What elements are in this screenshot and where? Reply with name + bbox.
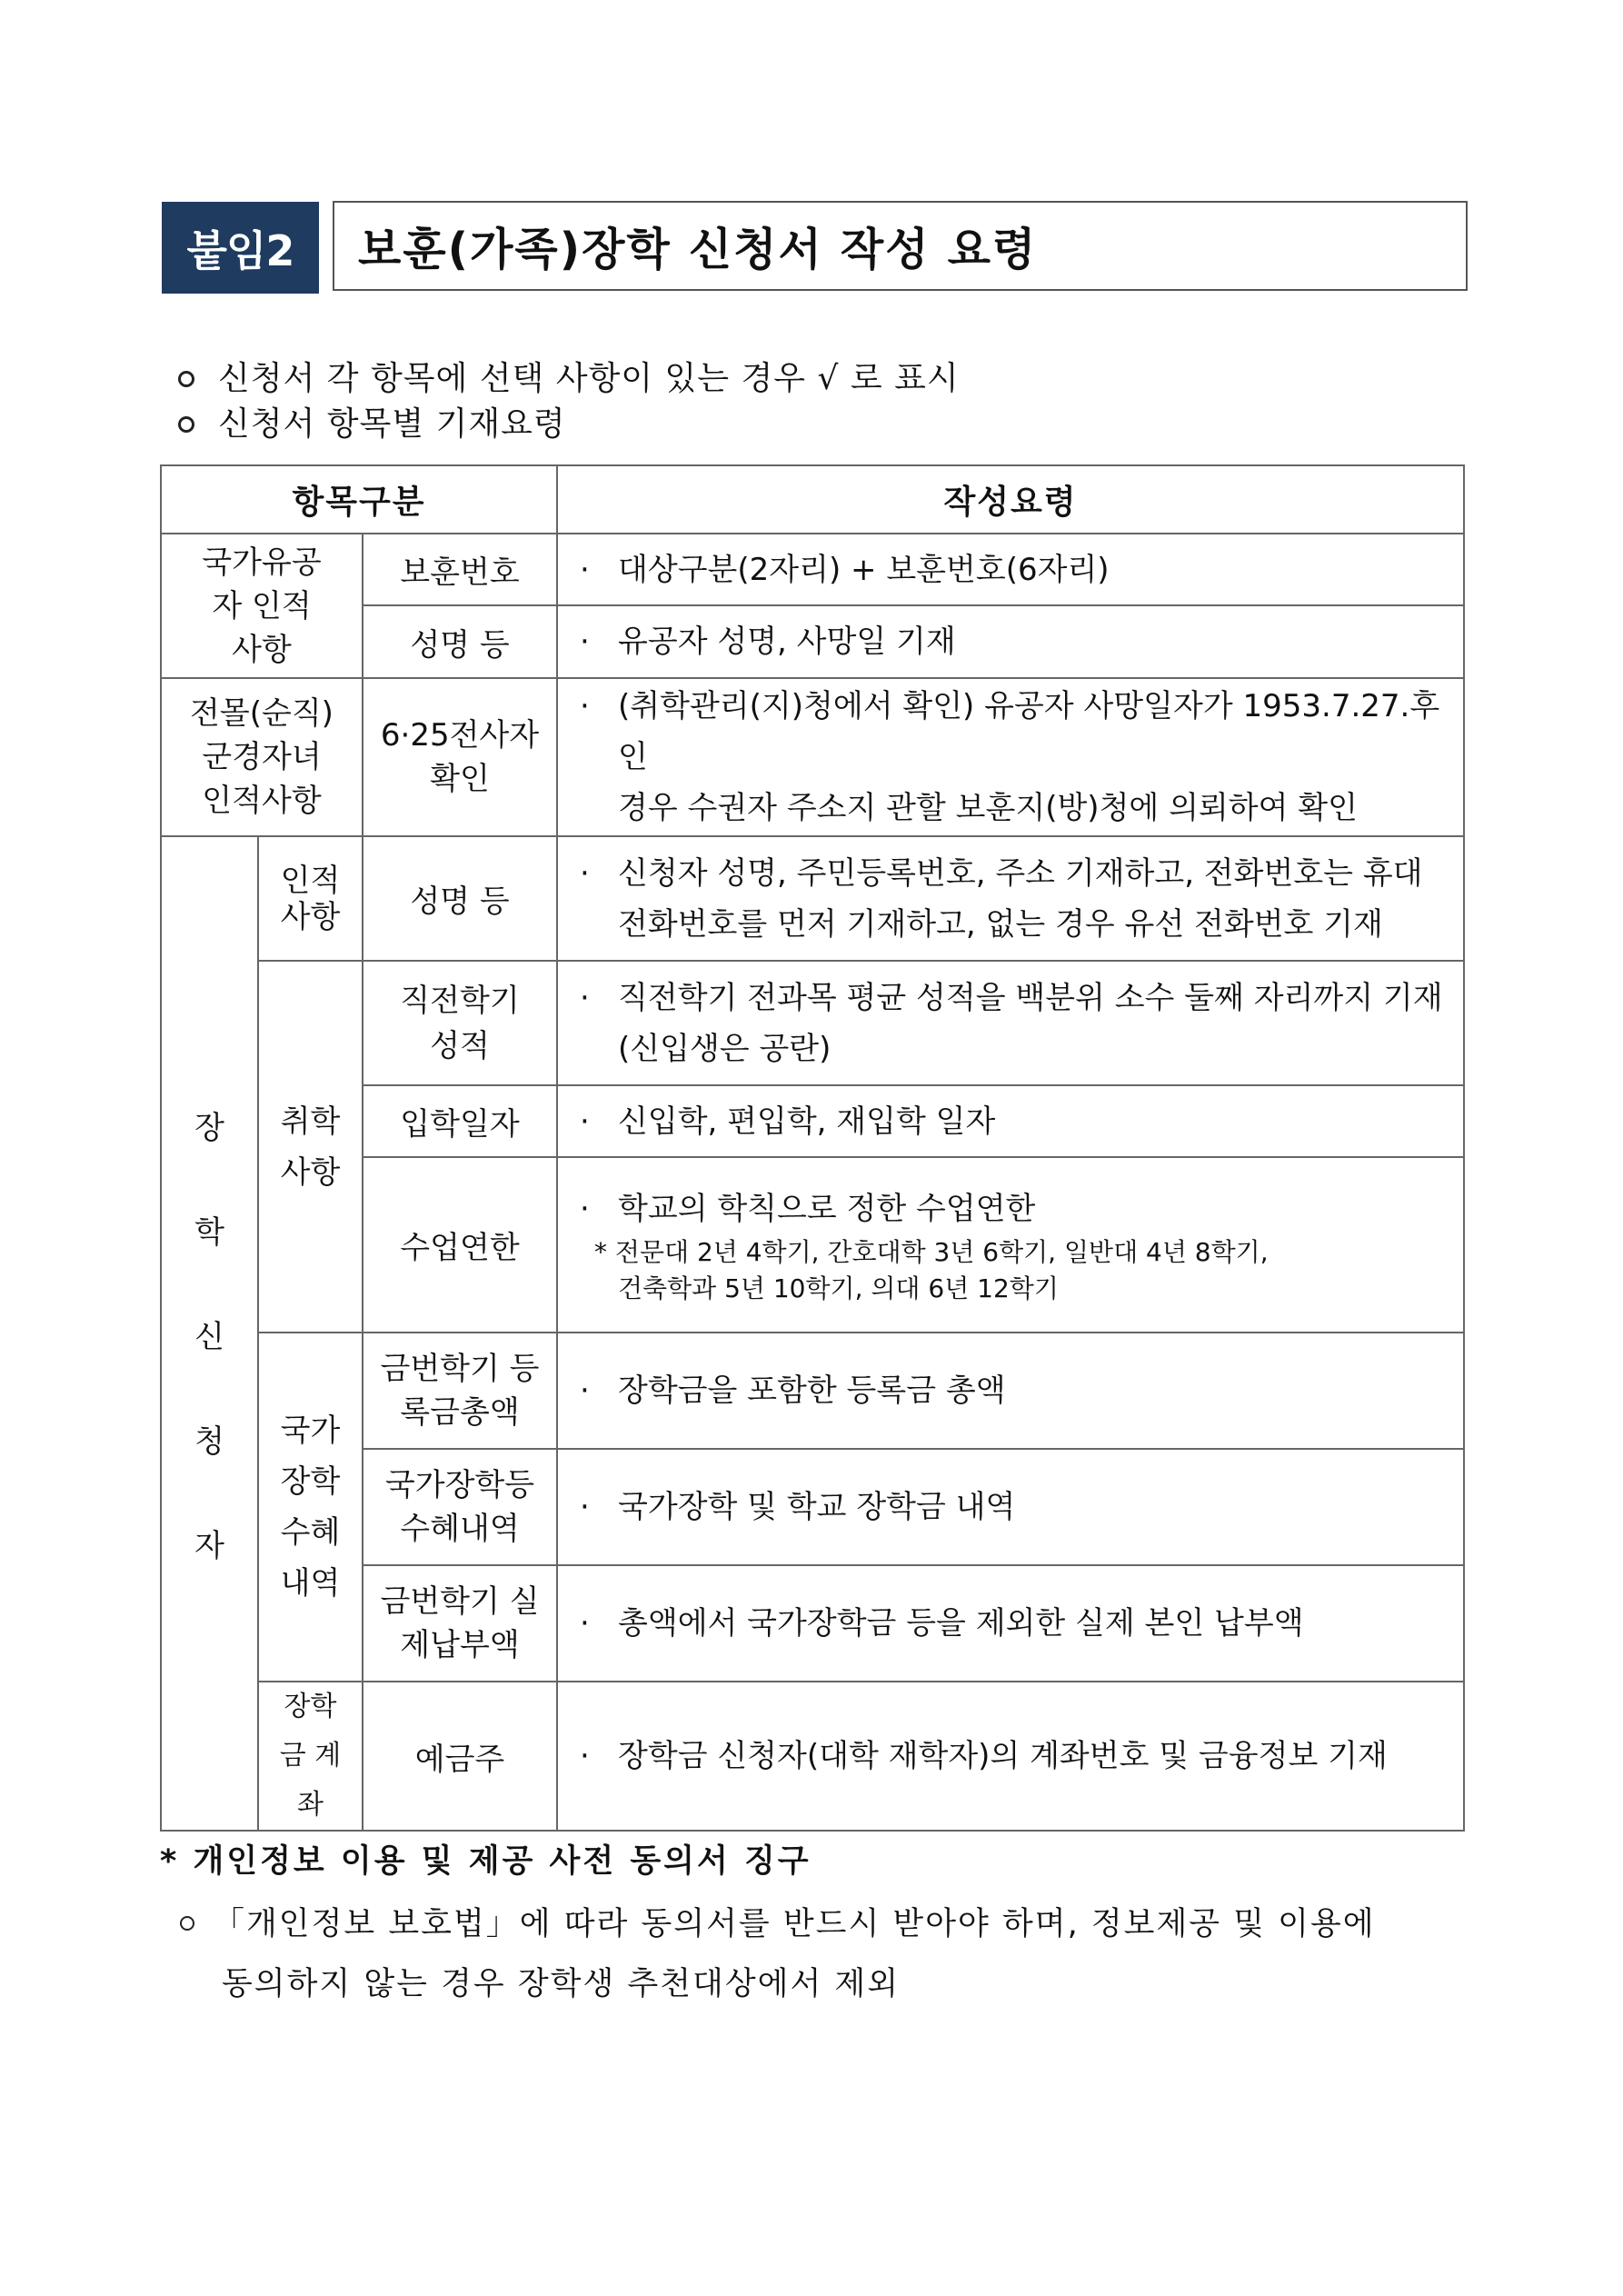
group-veteran-info: 국가유공자 인적사항 — [161, 534, 363, 678]
item-cell: 보훈번호 — [363, 534, 557, 605]
document-title-text: 보훈(가족)장학 신청서 작성 요령 — [358, 223, 1038, 275]
table-row — [161, 1682, 1464, 1831]
item-cell: 금번학기 등록금총액 — [363, 1333, 557, 1449]
table-row — [161, 836, 1464, 961]
guide-cell: · 장학금을 포함한 등록금 총액 — [557, 1333, 1464, 1449]
group-applicant: 장 학 신 청 자 — [161, 836, 258, 1831]
sub-academic: 취학 사항 — [258, 961, 363, 1333]
consent-title: * 개인정보 이용 및 제공 사전 동의서 징구 — [160, 1843, 812, 1880]
table-row — [161, 961, 1464, 1085]
guide-cell: · 장학금 신청자(대학 재학자)의 계좌번호 및 금융정보 기재 — [557, 1682, 1464, 1831]
header-category: 항목구분 — [161, 465, 557, 534]
consent-line: 동의하지 않는 경우 장학생 추천대상에서 제외 — [222, 1966, 901, 2002]
bullet-text: 신청서 각 항목에 선택 사항이 있는 경우 √ 로 표시 — [218, 360, 960, 397]
document-title — [333, 201, 1468, 291]
bullet-item — [178, 356, 960, 402]
intro-bullets — [178, 356, 960, 447]
item-cell: 6·25전사자 확인 — [363, 678, 557, 836]
circle-bullet-icon — [178, 416, 194, 433]
table-row — [161, 534, 1464, 605]
guide-cell: · 대상구분(2자리) + 보훈번호(6자리) — [557, 534, 1464, 605]
item-cell: 금번학기 실제납부액 — [363, 1565, 557, 1682]
guide-cell: · 신청자 성명, 주민등록번호, 주소 기재하고, 전화번호는 휴대 전화번호를 먼저 기재하고, 없는 경우 유선 전화번호 기재 — [557, 836, 1464, 961]
item-cell: 국가장학등 수혜내역 — [363, 1449, 557, 1565]
item-cell: 예금주 — [363, 1682, 557, 1831]
table-row — [161, 1333, 1464, 1449]
item-cell: 직전학기 성적 — [363, 961, 557, 1085]
guide-cell: · 총액에서 국가장학금 등을 제외한 실제 본인 납부액 — [557, 1565, 1464, 1682]
table-row — [161, 678, 1464, 836]
sub-account: 장학금 계좌 — [258, 1682, 363, 1831]
sub-scholarship: 국가 장학 수혜 내역 — [258, 1333, 363, 1682]
guide-cell: · (취학관리(지)청에서 확인) 유공자 사망일자가 1953.7.27.후인 경우 수권자 주소지 관할 보훈지(방)청에 의뢰하여 확인 — [557, 678, 1464, 836]
item-cell: 수업연한 — [363, 1157, 557, 1333]
guide-table — [160, 464, 1465, 1832]
guide-cell: · 유공자 성명, 사망일 기재 — [557, 605, 1464, 678]
consent-line: 「개인정보 보호법」에 따라 동의서를 반드시 받아야 하며, 정보제공 및 이용에 — [213, 1906, 1376, 1942]
guide-cell: · 직전학기 전과목 평균 성적을 백분위 소수 둘째 자리까지 기재 (신입생은 공란) — [557, 961, 1464, 1085]
attachment-badge: 붙임2 — [162, 202, 319, 294]
circle-bullet-icon — [180, 1916, 194, 1931]
bullet-text: 신청서 항목별 기재요령 — [218, 405, 566, 443]
bullet-item — [178, 402, 960, 447]
guide-cell: · 국가장학 및 학교 장학금 내역 — [557, 1449, 1464, 1565]
sub-personal: 인적 사항 — [258, 836, 363, 961]
item-cell: 입학일자 — [363, 1085, 557, 1157]
consent-body — [160, 1894, 1469, 2014]
item-cell: 성명 등 — [363, 836, 557, 961]
circle-bullet-icon — [178, 371, 194, 387]
guide-cell: · 학교의 학칙으로 정한 수업연한 * 전문대 2년 4학기, 간호대학 3년 6학기, 일반대 4년 8학기, 건축학과 5년 10학기, 의대 6년 12학기 — [557, 1157, 1464, 1333]
header-guide: 작성요령 — [557, 465, 1464, 534]
guide-cell: · 신입학, 편입학, 재입학 일자 — [557, 1085, 1464, 1157]
group-fallen-children: 전몰(순직) 군경자녀 인적사항 — [161, 678, 363, 836]
consent-section — [160, 1836, 1469, 2014]
item-cell: 성명 등 — [363, 605, 557, 678]
table-header-row — [161, 465, 1464, 534]
